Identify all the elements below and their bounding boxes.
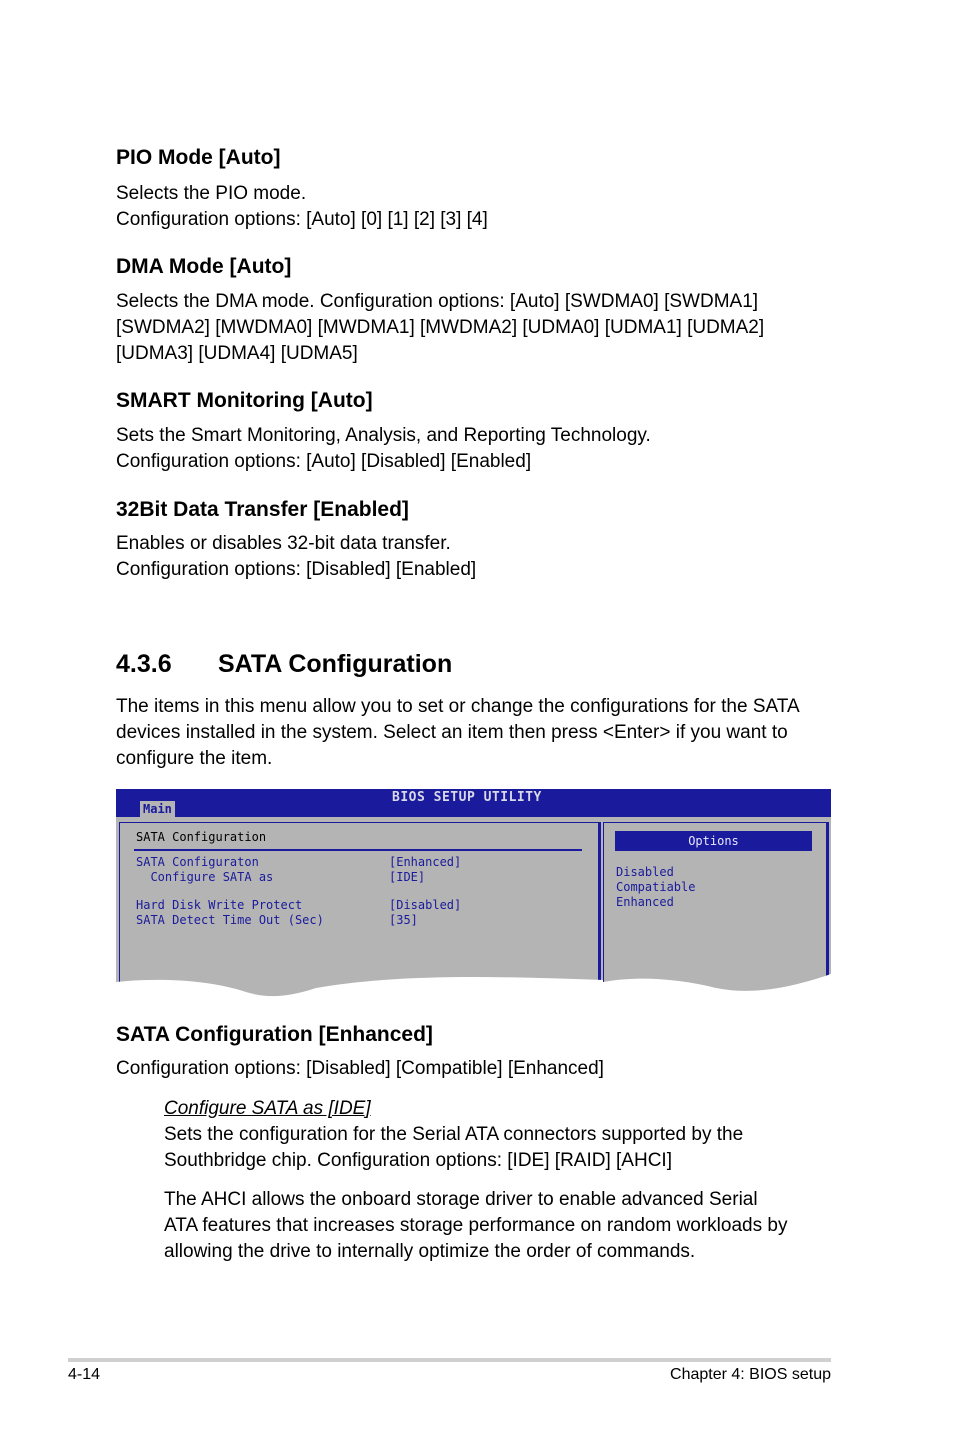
chapter-intro-3: configure the item.: [116, 748, 273, 769]
bios-row-hard-disk-write-protect[interactable]: Hard Disk Write Protect: [136, 898, 303, 912]
bios-row-configure-sata-as[interactable]: Configure SATA as: [136, 870, 274, 884]
smart-monitoring-heading: SMART Monitoring [Auto]: [116, 389, 373, 412]
bios-option-compatible[interactable]: Compatiable: [616, 880, 696, 894]
smart-monitoring-options: Configuration options: [Auto] [Disabled] [Enabled]: [116, 451, 532, 472]
footer-rule: [68, 1358, 831, 1362]
bios-option-enhanced[interactable]: Enhanced: [616, 895, 674, 909]
bios-row-sata-configuration[interactable]: SATA Configuraton: [136, 855, 259, 869]
footer-chapter: Chapter 4: BIOS setup: [670, 1366, 831, 1383]
bios-title: BIOS SETUP UTILITY: [392, 790, 542, 805]
data-transfer-desc: Enables or disables 32-bit data transfer.: [116, 533, 451, 554]
sata-enhanced-options: Configuration options: [Disabled] [Compatible] [Enhanced]: [116, 1058, 604, 1079]
data-transfer-heading: 32Bit Data Transfer [Enabled]: [116, 498, 409, 521]
configure-sata-as-line-2: Southbridge chip. Configuration options: [IDE] [RAID] [AHCI]: [164, 1150, 672, 1171]
chapter-intro-1: The items in this menu allow you to set or change the configurations for the SATA: [116, 696, 800, 717]
bios-section-title: SATA Configuration: [136, 830, 267, 844]
ahci-line-1: The AHCI allows the onboard storage driver to enable advanced Serial: [164, 1189, 758, 1210]
chapter-intro-2: devices installed in the system. Select an item then press <Enter> if you want to: [116, 722, 788, 743]
ahci-line-2: ATA features that increases storage performance on random workloads by: [164, 1215, 788, 1236]
configure-sata-as-heading: Configure SATA as [IDE]: [164, 1098, 371, 1119]
bios-value-sata-configuration[interactable]: [Enhanced]: [389, 855, 462, 869]
bios-torn-edge: [116, 974, 831, 1009]
dma-mode-heading: DMA Mode [Auto]: [116, 255, 292, 278]
bios-screenshot: [116, 789, 831, 1009]
bios-value-configure-sata-as[interactable]: [IDE]: [389, 870, 426, 884]
pio-mode-desc: Selects the PIO mode.: [116, 183, 307, 204]
chapter-heading: [116, 650, 452, 679]
pio-mode-heading: PIO Mode [Auto]: [116, 146, 281, 169]
dma-mode-line-2: [SWDMA2] [MWDMA0] [MWDMA1] [MWDMA2] [UDMA0] [UDMA1] [UDMA2]: [116, 317, 765, 338]
bios-options-header: Options: [615, 831, 812, 851]
bios-tab-main[interactable]: Main: [140, 801, 175, 817]
ahci-line-3: allowing the drive to internally optimize the order of commands.: [164, 1241, 696, 1262]
bios-option-disabled[interactable]: Disabled: [616, 865, 674, 879]
bios-value-hard-disk-write-protect[interactable]: [Disabled]: [389, 898, 462, 912]
configure-sata-as-line-1: Sets the configuration for the Serial ATA connectors supported by the: [164, 1124, 744, 1145]
chapter-number: 4.3.6: [116, 650, 172, 678]
sata-enhanced-heading: SATA Configuration [Enhanced]: [116, 1023, 433, 1046]
bios-section-divider: [134, 849, 582, 851]
bios-value-sata-detect-timeout[interactable]: [35]: [389, 913, 418, 927]
dma-mode-line-3: [UDMA3] [UDMA4] [UDMA5]: [116, 343, 358, 364]
pio-mode-options: Configuration options: [Auto] [0] [1] [2] [3] [4]: [116, 209, 488, 230]
footer-page-number: 4-14: [68, 1366, 101, 1383]
chapter-title: SATA Configuration: [218, 650, 453, 678]
data-transfer-options: Configuration options: [Disabled] [Enabled]: [116, 559, 477, 580]
dma-mode-line-1: Selects the DMA mode. Configuration options: [Auto] [SWDMA0] [SWDMA1]: [116, 291, 759, 312]
smart-monitoring-desc: Sets the Smart Monitoring, Analysis, and Reporting Technology.: [116, 425, 651, 446]
bios-row-sata-detect-timeout[interactable]: SATA Detect Time Out (Sec): [136, 913, 324, 927]
